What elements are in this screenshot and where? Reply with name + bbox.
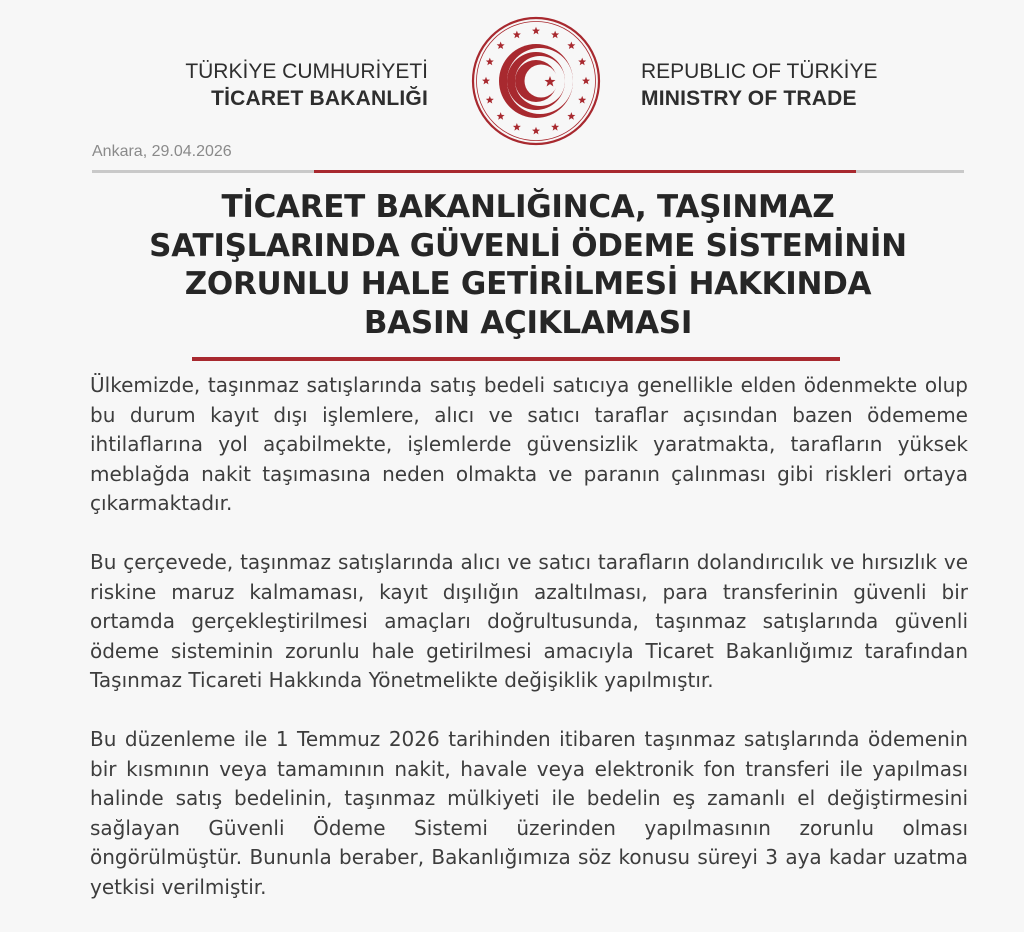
emblem-star-icon — [482, 77, 490, 85]
header-right-block — [641, 58, 921, 112]
title-divider — [192, 357, 840, 361]
press-release-title — [92, 188, 964, 342]
emblem-star-icon — [497, 112, 505, 120]
title-line: BASIN AÇIKLAMASI — [363, 304, 693, 341]
emblem-star-icon — [567, 112, 575, 120]
title-line: SATIŞLARINDA GÜVENLİ ÖDEME SİSTEMİNİN — [149, 227, 907, 264]
top-divider — [92, 170, 964, 173]
header-right-ministry: MINISTRY OF TRADE — [641, 87, 857, 110]
header-left-country: TÜRKİYE CUMHURİYETİ — [185, 60, 428, 83]
top-divider-accent — [314, 170, 856, 173]
emblem-star-icon — [486, 96, 494, 104]
title-line: TİCARET BAKANLIĞINCA, TAŞINMAZ — [221, 189, 835, 225]
emblem-star-icon — [567, 41, 575, 49]
body-paragraph: Ülkemizde, taşınmaz satışlarında satış bedeli satıcıya genellikle elden ödenmekte olup bu durum kayıt dışı işlemlere, alıcı ve satıcı taraflar açısından bazen ödememe ihtilaflarına yol açabilmekte, işlemlerde güvensizlik yaratmakta, tarafların yüksek meblağda nakit taşımasına neden olmakta ve paranın çalınması gibi riskleri ortaya çıkarmaktadır. — [90, 373, 968, 515]
emblem-star-icon — [578, 58, 586, 66]
emblem-star-icon — [578, 96, 586, 104]
body-paragraph: Bu düzenleme ile 1 Temmuz 2026 tarihinden itibaren taşınmaz satışlarında ödemenin bir kısmının veya tamamının nakit, havale veya elektronik fon transferi ile yapılması halinde satış bedelinin, taşınmaz mülkiyeti ile bedelin eş zamanlı el değiştirmesini sağlayan Güvenli Ödeme Sistemi üzerinden yapılmasının zorunlu olması öngörülmüştür. Bununla beraber, Bakanlığımıza söz konusu süreyi 3 aya kadar uzatma yetkisi verilmiştir. — [90, 727, 968, 899]
header-left-ministry: TİCARET BAKANLIĞI — [211, 87, 428, 110]
emblem-star-icon — [497, 41, 505, 49]
press-release-body — [90, 371, 968, 932]
emblem-star-icon — [532, 127, 540, 135]
header-right-country: REPUBLIC OF TÜRKİYE — [641, 60, 878, 83]
emblem-star-icon — [513, 31, 521, 39]
release-date: Ankara, 29.04.2026 — [92, 143, 232, 160]
emblem-star-icon — [486, 58, 494, 66]
header-left-block — [150, 58, 428, 112]
emblem-star-icon — [532, 27, 540, 35]
ministry-emblem-icon — [470, 15, 602, 147]
emblem-star-icon — [513, 123, 521, 131]
emblem-star-icon — [551, 123, 559, 131]
emblem-star-icon — [582, 77, 590, 85]
emblem-star-icon — [551, 31, 559, 39]
body-paragraph: Bu çerçevede, taşınmaz satışlarında alıcı ve satıcı tarafların dolandırıcılık ve hırsızlık ve riskine maruz kalmaması, kayıt dışılığın azaltılması, para transferinin güvenli bir ortamda gerçekleştirilmesi amaçları doğrultusunda, taşınmaz satışlarında güvenli ödeme sisteminin zorunlu hale getirilmesi amacıyla Ticaret Bakanlığımız tarafından Taşınmaz Ticareti Hakkında Yönetmelikte değişiklik yapılmıştır. — [90, 550, 968, 692]
title-line: ZORUNLU HALE GETİRİLMESİ HAKKINDA — [184, 266, 872, 302]
